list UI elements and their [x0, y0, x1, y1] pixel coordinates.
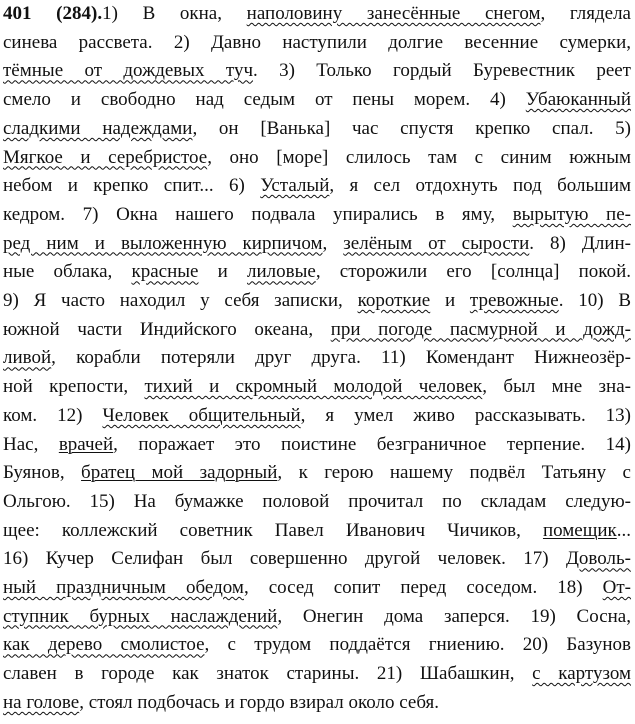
- underlined-phrase: тихий и скромный молодой человек: [144, 376, 483, 398]
- underlined-phrase: Мягкое и серебристое: [3, 146, 208, 168]
- text-line: [3, 174, 631, 200]
- text-segment: ные облака,: [3, 261, 132, 283]
- text-segment: , я сел отдохнуть под большим: [329, 175, 632, 197]
- text-segment: , корабли потеряли друг друга. 11) Комендант Нижнеозёр-: [51, 347, 631, 369]
- text-segment: южной части Индийского океана,: [3, 318, 331, 340]
- text-segment: Нас,: [3, 433, 59, 455]
- text-line: [3, 203, 631, 229]
- text-segment: , к герою нашему подвёл Татьяну с: [277, 462, 631, 484]
- text-segment: , он [Ванька] час спустя крепко спал. 5): [192, 117, 631, 139]
- text-line: [3, 117, 631, 143]
- exercise-number: 401 (284).: [3, 3, 103, 24]
- text-segment: . 8) Длин-: [529, 232, 631, 254]
- text-line: [3, 461, 631, 487]
- underlined-phrase: сладкими надеждами: [3, 117, 193, 139]
- text-line: [3, 576, 631, 602]
- text-line: [3, 346, 631, 372]
- text-segment: , сосед сопит перед соседом. 18): [243, 577, 603, 598]
- text-segment: , поражает это поистине безграничное терпение. 14): [113, 433, 631, 455]
- text-segment: щее: коллежский советник Павел Иванович Чичиков,: [3, 519, 543, 541]
- text-segment: Буянов,: [3, 462, 82, 484]
- underlined-phrase: лиловые: [247, 261, 316, 283]
- text-segment: . 10) В: [558, 290, 632, 311]
- text-line: [3, 691, 631, 717]
- text-segment: 1) В окна,: [102, 3, 247, 24]
- text-line: [3, 289, 631, 315]
- text-segment: , сторожили его [солнца] покой.: [315, 261, 631, 283]
- underlined-phrase: с картузом: [532, 663, 631, 685]
- text-segment: и: [198, 261, 248, 283]
- text-line: [3, 433, 631, 459]
- text-line: [3, 633, 631, 659]
- text-line: [3, 2, 631, 28]
- underlined-phrase: помещик: [542, 519, 617, 541]
- text-segment: синева рассвета. 2) Давно наступили долгие весенние сумерки,: [3, 31, 631, 53]
- text-segment: . 3) Только гордый Буревестник реет: [253, 60, 631, 82]
- text-line: [3, 490, 631, 516]
- text-segment: смело и свободно над седым от пены морем. 4): [3, 89, 526, 111]
- text-segment: ,: [322, 232, 344, 254]
- text-segment: , я умел живо рассказывать. 13): [300, 404, 631, 426]
- underlined-phrase: ливой: [3, 347, 52, 369]
- text-line: [3, 88, 631, 114]
- text-segment: и: [430, 290, 470, 311]
- underlined-phrase: красные: [131, 261, 199, 283]
- text-segment: , глядела: [540, 3, 631, 24]
- text-line: [3, 260, 631, 286]
- text-segment: , Онегин дома заперся. 19) Сосна,: [277, 605, 631, 627]
- text-line: [3, 519, 631, 545]
- text-line: [3, 404, 631, 430]
- underlined-phrase: Усталый: [260, 175, 330, 197]
- text-segment: , оно [море] слилось там с синим южным: [207, 146, 632, 168]
- text-line: [3, 318, 631, 344]
- text-segment: славен в городе как знаток старины. 21) Шабашкин,: [3, 663, 533, 685]
- text-segment: ной крепости,: [3, 376, 145, 398]
- text-segment: Ольгою. 15) На бумажке половой прочитал по складам следую-: [3, 490, 631, 512]
- underlined-phrase: Доволь-: [565, 548, 631, 570]
- underlined-phrase: короткие: [357, 290, 431, 311]
- text-segment: кедром. 7) Окна нашего подвала упирались в яму,: [3, 203, 513, 225]
- text-line: [3, 31, 631, 57]
- underlined-phrase: тёмные от дождевых туч: [3, 60, 254, 82]
- underlined-phrase: ред ним и выложенную кирпичом: [3, 232, 323, 254]
- underlined-phrase: Человек общительный: [102, 404, 301, 426]
- underlined-phrase: зелёным от сырости: [343, 232, 530, 254]
- text-line: [3, 605, 631, 631]
- text-line: [3, 59, 631, 85]
- text-segment: 16) Кучер Селифан был совершенно другой человек. 17): [3, 548, 566, 570]
- text-line: [3, 547, 631, 573]
- text-line: [3, 146, 631, 172]
- underlined-phrase: на голове: [3, 691, 80, 713]
- underlined-phrase: наполовину занесённые снегом: [246, 3, 541, 24]
- underlined-phrase: ступник бурных наслаждений: [3, 605, 278, 627]
- text-segment: 9) Я часто находил у себя записки,: [3, 290, 358, 311]
- text-segment: ком. 12): [3, 404, 103, 426]
- text-line: [3, 232, 631, 258]
- text-segment: , с трудом поддаётся гниению. 20) Базунов: [204, 634, 631, 656]
- text-segment: , стоял подбочась и гордо взирал около себя.: [79, 691, 440, 713]
- underlined-phrase: врачей: [58, 433, 114, 455]
- underlined-phrase: при погоде пасмурной и дожд-: [330, 318, 631, 340]
- underlined-phrase: От-: [602, 577, 632, 598]
- text-segment: небом и крепко спит... 6): [3, 175, 261, 197]
- text-line: [3, 375, 631, 401]
- text-segment: ...: [616, 519, 631, 541]
- underlined-phrase: братец мой задорный: [81, 462, 278, 484]
- text-line: [3, 662, 631, 688]
- underlined-phrase: тревожные: [469, 290, 559, 311]
- underlined-phrase: ный праздничным обедом: [3, 577, 244, 598]
- underlined-phrase: вырытую пе-: [512, 203, 631, 225]
- text-segment: , был мне зна-: [482, 376, 631, 398]
- underlined-phrase: как дерево смолистое: [3, 634, 205, 656]
- underlined-phrase: Убаюканный: [525, 89, 631, 111]
